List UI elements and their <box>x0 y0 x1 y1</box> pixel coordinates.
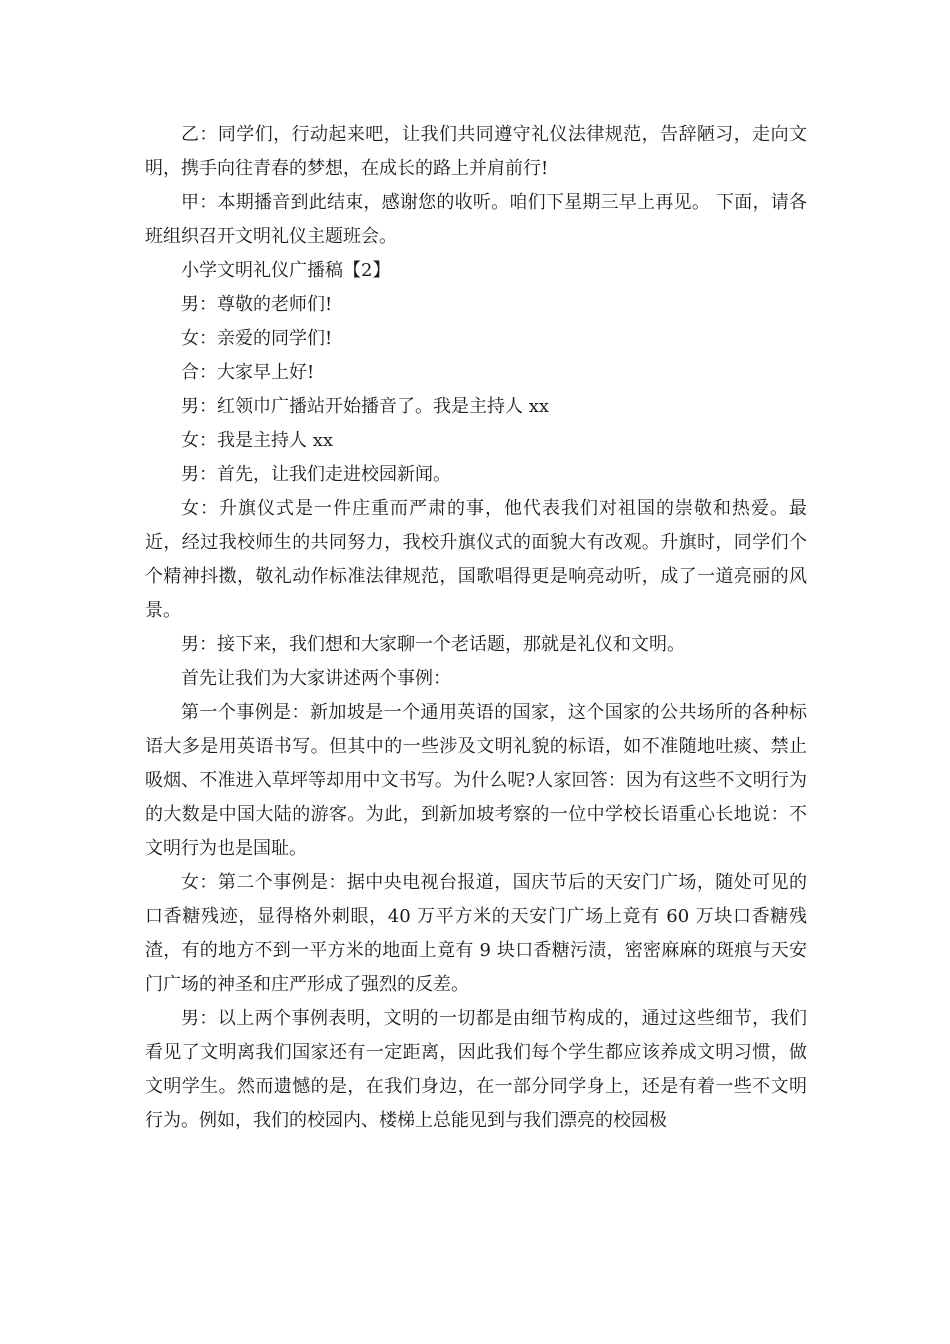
paragraph-closing-jia: 甲：本期播音到此结束，感谢您的收听。咱们下星期三早上再见。 下面，请各班组织召开文明礼仪主题班会。 <box>145 192 807 247</box>
paragraph-flag-ceremony: 女：升旗仪式是一件庄重而严肃的事，他代表我们对祖国的崇敬和热爱。最近，经过我校师生的共同努力，我校升旗仪式的面貌大有改观。升旗时，同学们个个精神抖擞，敬礼动作标准法律规范，国歌唱得更是响亮动听，成了一道亮丽的风景。 <box>145 498 807 621</box>
paragraph-conclusion: 男：以上两个事例表明，文明的一切都是由细节构成的，通过这些细节，我们看见了文明离我们国家还有一定距离，因此我们每个学生都应该养成文明习惯，做文明学生。然而遗憾的是，在我们身边，在一部分同学身上，还是有着一些不文明行为。例如，我们的校园内、楼梯上总能见到与我们漂亮的校园极 <box>145 1008 807 1131</box>
paragraph-host-male: 男：红领巾广播站开始播音了。我是主持人 xx <box>181 396 550 417</box>
document-body <box>145 118 807 1138</box>
paragraph-campus-news-intro: 男：首先，让我们走进校园新闻。 <box>181 464 451 485</box>
paragraph-greeting-together: 合：大家早上好! <box>181 362 315 383</box>
paragraph-example-two: 女：第二个事例是：据中央电视台报道，国庆节后的天安门广场，随处可见的口香糖残迹，显得格外刺眼，40 万平方米的天安门广场上竟有 60 万块口香糖残渣，有的地方不到一平方米的地面上竟有 9 块口香糖污渍，密密麻麻的斑痕与天安门广场的神圣和庄严形成了强烈的反差。 <box>145 872 807 995</box>
paragraph-example-one: 第一个事例是：新加坡是一个通用英语的国家，这个国家的公共场所的各种标语大多是用英语书写。但其中的一些涉及文明礼貌的标语，如不准随地吐痰、禁止吸烟、不准进入草坪等却用中文书写。为什么呢?人家回答：因为有这些不文明行为的大数是中国大陆的游客。为此，到新加坡考察的一位中学校长语重心长地说：不文明行为也是国耻。 <box>145 702 807 859</box>
paragraph-greeting-female: 女：亲爱的同学们! <box>181 328 333 349</box>
paragraph-closing-yi: 乙：同学们，行动起来吧，让我们共同遵守礼仪法律规范，告辞陋习，走向文明，携手向往青春的梦想，在成长的路上并肩前行! <box>145 124 807 179</box>
paragraph-examples-intro: 首先让我们为大家讲述两个事例： <box>181 668 451 689</box>
paragraph-topic-intro: 男：接下来，我们想和大家聊一个老话题，那就是礼仪和文明。 <box>181 634 685 655</box>
paragraph-greeting-male: 男：尊敬的老师们! <box>181 294 333 315</box>
paragraph-host-female: 女：我是主持人 xx <box>181 430 334 451</box>
section-heading: 小学文明礼仪广播稿【2】 <box>181 260 391 281</box>
